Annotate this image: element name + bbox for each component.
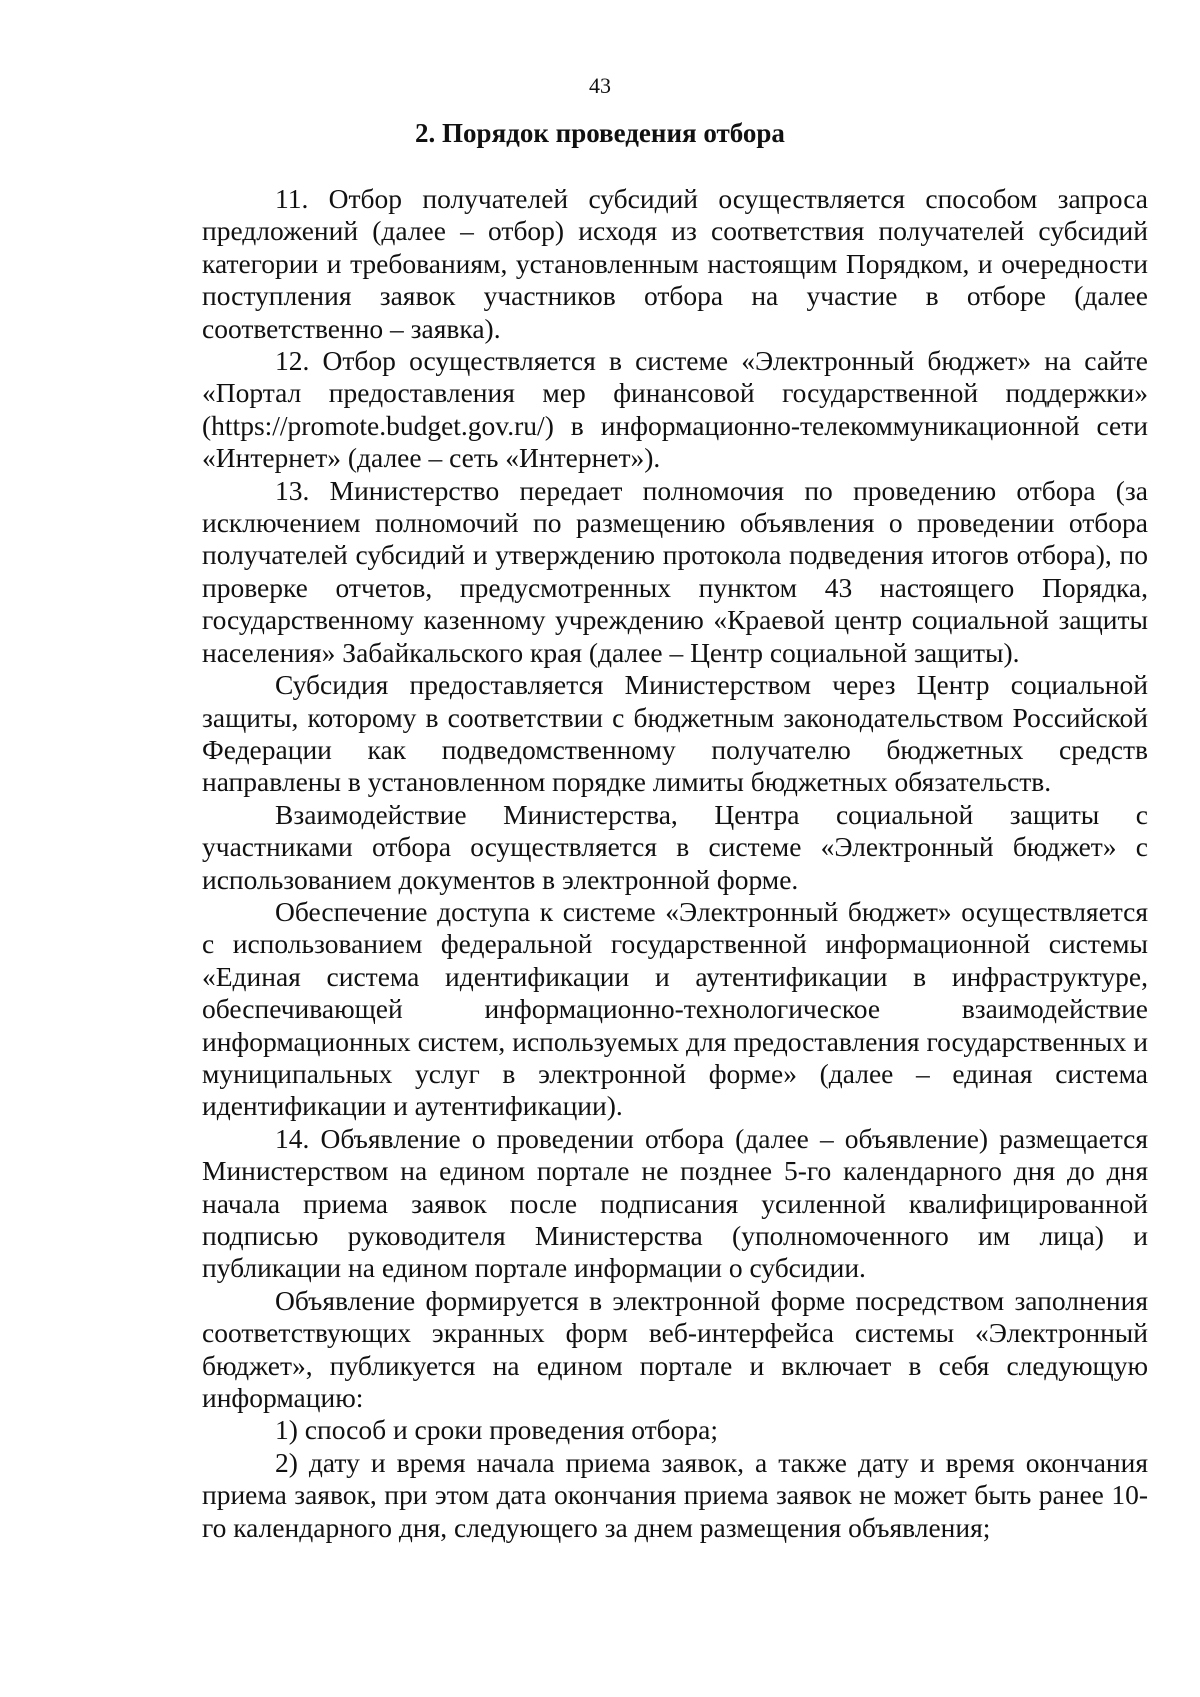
paragraph: 11. Отбор получателей субсидий осуществляется способом запроса предложений (далее – отбор) исходя из соответствия получателей субсидий категории и требованиям, установленным настоящим Порядком, и очередности поступления заявок участников отбора на участие в отборе (далее соответственно – заявка). [202,183,1148,344]
list-item: 1) способ и сроки проведения отбора; [275,1414,718,1446]
page-number: 43 [589,73,611,98]
document-body [202,183,1148,1544]
paragraph: Объявление формируется в электронной форме посредством заполнения соответствующих экранных форм веб-интерфейса системы «Электронный бюджет», публикуется на едином портале и включает в себя следующую информацию: [202,1284,1148,1414]
paragraph: 12. Отбор осуществляется в системе «Электронный бюджет» на сайте «Портал предоставления мер финансовой государственной поддержки» (https://promote.budget.gov.ru/) в информационно-телекоммуникационной сети «Интернет» (далее – сеть «Интернет»). [202,345,1148,474]
paragraph: 14. Объявление о проведении отбора (далее – объявление) размещается Министерством на едином портале не позднее 5-го календарного дня до дня начала приема заявок после подписания усиленной квалифицированной подписью руководителя Министерства (уполномоченного им лица) и публикации на едином портале информации о субсидии. [202,1122,1148,1284]
paragraph: Субсидия предоставляется Министерством через Центр социальной защиты, которому в соответствии с бюджетным законодательством Российской Федерации как подведомственному получателю бюджетных средств направлены в установленном порядке лимиты бюджетных обязательств. [202,669,1148,798]
section-title: 2. Порядок проведения отбора [415,118,785,148]
paragraph: Обеспечение доступа к системе «Электронный бюджет» осуществляется с использованием федеральной государственной информационной системы «Единая система идентификации и аутентификации в инфраструктуре, обеспечивающей информационно-технологическое взаимодействие информационных систем, используемых для предоставления государственных и муниципальных услуг в электронной форме» (далее – единая система идентификации и аутентификации). [202,895,1148,1122]
list-item: 2) дату и время начала приема заявок, а также дату и время окончания приема заявок, при этом дата окончания приема заявок не может быть ранее 10-го календарного дня, следующего за днем размещения объявления; [202,1446,1148,1543]
paragraph: Взаимодействие Министерства, Центра социальной защиты с участниками отбора осуществляется в системе «Электронный бюджет» с использованием документов в электронной форме. [202,798,1148,895]
paragraph: 13. Министерство передает полномочия по проведению отбора (за исключением полномочий по размещению объявления о проведении отбора получателей субсидий и утверждению протокола подведения итогов отбора), по проверке отчетов, предусмотренных пунктом 43 настоящего Порядка, государственному казенному учреждению «Краевой центр социальной защиты населения» Забайкальского края (далее – Центр социальной защиты). [202,474,1148,668]
